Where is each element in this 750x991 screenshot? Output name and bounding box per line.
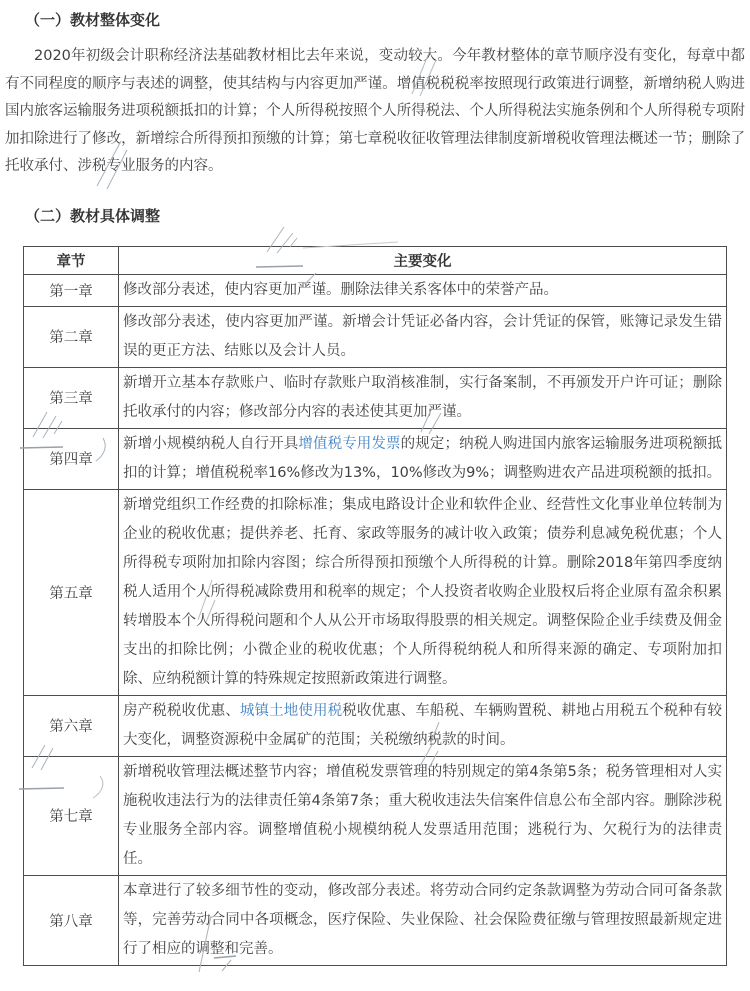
section-heading-overall-changes: （一）教材整体变化 [25, 11, 161, 29]
column-header-chapter: 章节 [24, 246, 119, 274]
column-header-main-changes: 主要变化 [119, 246, 727, 274]
link-urban-land-use-tax[interactable]: 城镇土地使用税 [239, 702, 343, 719]
change-text: 的规定；纳税人购进国内旅客运输服务进项税额抵扣的计算；增值税税率16%修改为13%，10%修改为9%；调整购进农产品进项税额的抵扣。 [123, 435, 723, 481]
change-text: 新增小规模纳税人自行开具 [123, 435, 299, 452]
table-row-chapter-2 [24, 306, 727, 367]
change-cell: 新增税收管理法概述整节内容；增值税发票管理的特别规定的第4条第5条；税务管理相对人实施税收违法行为的法律责任第4条第7条；重大税收违法失信案件信息公布全部内容。删除涉税专业服务全部内容。调整增值税小规模纳税人发票适用范围；逃税行为、欠税行为的法律责任。 [119, 756, 727, 875]
chapter-cell: 第五章 [24, 489, 119, 695]
change-cell: 本章进行了较多细节性的变动，修改部分表述。将劳动合同约定条款调整为劳动合同可备条款等，完善劳动合同中各项概念，医疗保险、失业保险、社会保险费征缴与管理按照最新规定进行了相应的调整和完善。 [119, 875, 727, 965]
change-cell: 修改部分表述，使内容更加严谨。删除法律关系客体中的荣誉产品。 [119, 274, 727, 306]
table-row-chapter-5 [24, 489, 727, 695]
change-text: 房产税税收优惠、 [123, 702, 240, 719]
chapter-cell: 第一章 [24, 274, 119, 306]
textbook-changes-table [23, 246, 727, 966]
chapter-cell: 第六章 [24, 695, 119, 756]
change-cell: 新增党组织工作经费的扣除标准；集成电路设计企业和软件企业、经营性文化事业单位转制为企业的税收优惠；提供养老、托育、家政等服务的减计收入政策；债券利息减免税优惠；个人所得税专项附加扣除内容图；综合所得预扣预缴个人所得税的计算。删除2018年第四季度纳税人适用个人所得税减除费用和税率的规定；个人投资者收购企业股权后将企业原有盈余积累转增股本个人所得税问题和个人从公开市场取得股票的相关规定。调整保险企业手续费及佣金支出的扣除比例；小微企业的税收优惠；个人所得税纳税人和所得来源的确定、专项附加扣除、应纳税额计算的特殊规定按照新政策进行调整。 [119, 489, 727, 695]
change-cell [119, 695, 727, 756]
change-cell: 新增开立基本存款账户、临时存款账户取消核准制，实行备案制，不再颁发开户许可证；删除托收承付的内容；修改部分内容的表述使其更加严谨。 [119, 367, 727, 428]
table-row-chapter-4 [24, 428, 727, 489]
chapter-cell: 第八章 [24, 875, 119, 965]
change-cell: 修改部分表述，使内容更加严谨。新增会计凭证必备内容，会计凭证的保管，账簿记录发生错误的更正方法、结账以及会计人员。 [119, 306, 727, 367]
table-row-chapter-7 [24, 756, 727, 875]
intro-paragraph: 2020年初级会计职称经济法基础教材相比去年来说，变动较大。今年教材整体的章节顺序没有变化，每章中都有不同程度的顺序与表述的调整，使其结构与内容更加严谨。增值税税税率按照现行政策进行调整，新增纳税人购进国内旅客运输服务进项税额抵扣的计算；个人所得税按照个人所得税法、个人所得税法实施条例和个人所得税专项附加扣除进行了修改，新增综合所得预扣预缴的计算；第七章税收征收管理法律制度新增税收管理法概述一节；删除了托收承付、涉税专业服务的内容。 [5, 48, 745, 174]
chapter-cell: 第二章 [24, 306, 119, 367]
chapter-cell: 第四章 [24, 428, 119, 489]
table-row-chapter-3 [24, 367, 727, 428]
table-row-chapter-1 [24, 274, 727, 306]
change-text: 税收优惠、车船税、车辆购置税、耕地占用税五个税种有较大变化，调整资源税中金属矿的范围；关税缴纳税款的时间。 [123, 702, 723, 748]
section-heading-specific-adjustments: （二）教材具体调整 [25, 206, 161, 225]
chapter-cell: 第七章 [24, 756, 119, 875]
table-row-chapter-8 [24, 875, 727, 965]
table-row-chapter-6 [24, 695, 727, 756]
chapter-cell: 第三章 [24, 367, 119, 428]
table-header-row [24, 246, 727, 274]
change-cell [119, 428, 727, 489]
link-vat-special-invoice[interactable]: 增值税专用发票 [298, 435, 401, 452]
